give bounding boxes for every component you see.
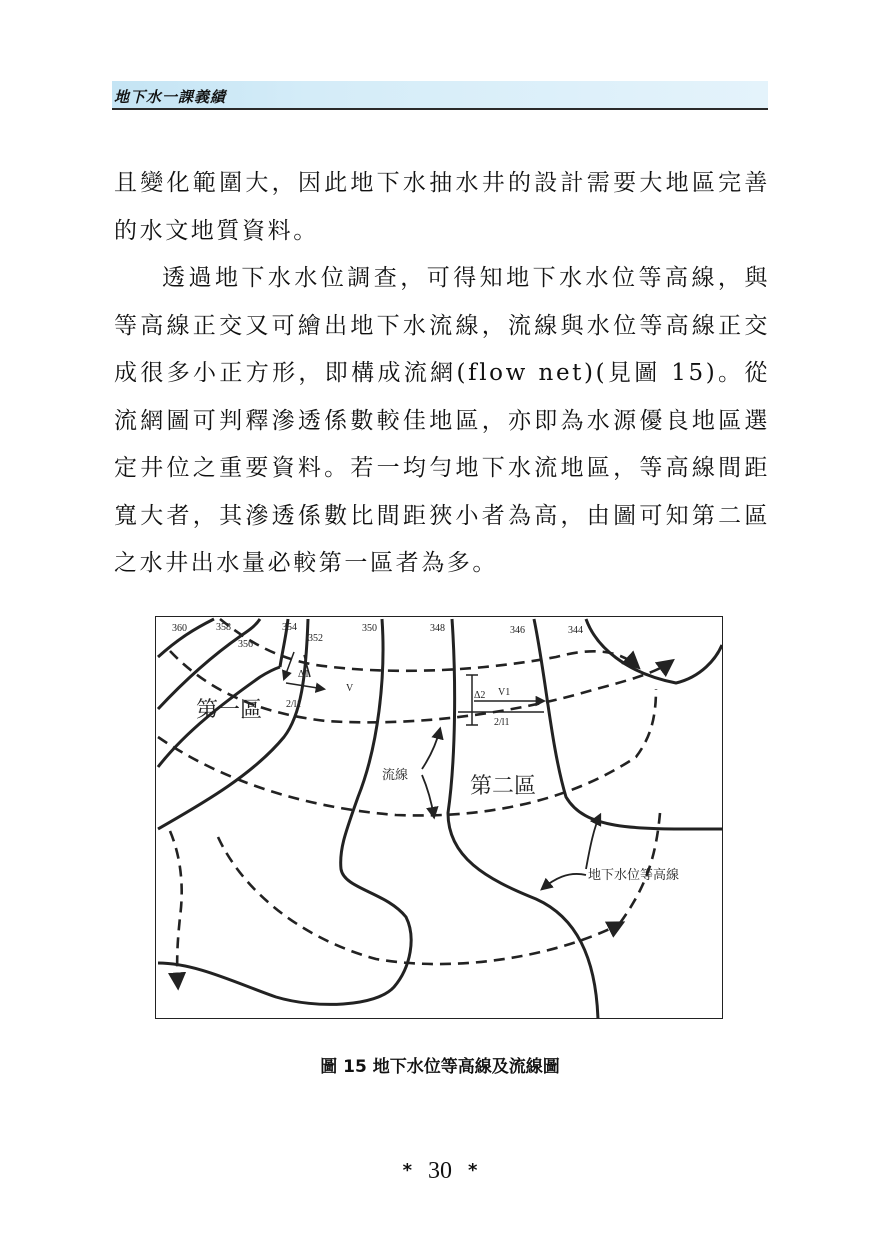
flow-net-figure bbox=[155, 616, 723, 1019]
contour-lines bbox=[158, 619, 722, 1019]
zone-2-label: 第二區 bbox=[470, 774, 537, 799]
contour-346 bbox=[534, 619, 722, 829]
page-number: 30 bbox=[428, 1158, 452, 1184]
running-header-title: 地下水一課義績 bbox=[114, 88, 227, 106]
paragraph-2: 透過地下水水位調查，可得知地下水水位等高線，與等高線正交又可繪出地下水流線，流線與水位等高線正交成很多小正方形，即構成流網(flow net)(見圖 15)。從流網圖可判釋滲透係數較佳地區，亦即為水源優良地區選定井位之重要資料。若一均勻地下水流地區，等高線間距寬大者，其滲透係數比間距狹小者為高，由圖可知第二區之水井出水量必較第一區者為多。 bbox=[114, 265, 770, 576]
zone-1-label: 第一區 bbox=[196, 698, 263, 723]
delta-2-label: Δ2 bbox=[474, 690, 486, 701]
contour-label-8: 346 bbox=[510, 625, 525, 636]
contour-label-9: 344 bbox=[568, 625, 583, 636]
page-footer bbox=[0, 1158, 880, 1185]
contour-348 bbox=[448, 619, 598, 1019]
flow-lines bbox=[158, 619, 672, 987]
contour-line-label: 地下水位等高線 bbox=[588, 868, 680, 883]
contour-label-3: 356 bbox=[238, 639, 253, 650]
contour-label-5: 352 bbox=[308, 633, 323, 644]
contour-value-labels bbox=[172, 622, 583, 650]
velocity-2-label: V1 bbox=[498, 687, 511, 698]
contour-352 bbox=[158, 619, 308, 829]
width-1-label: 2/l1 bbox=[286, 699, 302, 710]
figure-caption: 圖 15 地下水位等高線及流線圖 bbox=[320, 1057, 560, 1077]
contour-label-2: 358 bbox=[216, 622, 231, 633]
contour-label-1: 360 bbox=[172, 623, 187, 634]
footer-star-right: * bbox=[468, 1160, 478, 1181]
delta-1-label: Δ1 bbox=[298, 669, 310, 680]
contour-label-7: 348 bbox=[430, 623, 445, 634]
paragraph-1: 且變化範圍大，因此地下水抽水井的設計需要大地區完善的水文地質資料。 bbox=[114, 170, 770, 244]
body-text bbox=[114, 160, 770, 588]
contour-label-4: 354 bbox=[282, 622, 297, 633]
contour-label-6: 350 bbox=[362, 623, 377, 634]
flowline-label: 流線 bbox=[382, 768, 409, 783]
velocity-1-label: V bbox=[346, 683, 354, 694]
flowline-5 bbox=[218, 837, 622, 964]
width-2-label: 2/l1 bbox=[494, 717, 510, 728]
flow-net-diagram bbox=[156, 617, 723, 1019]
footer-star-left: * bbox=[402, 1160, 412, 1181]
